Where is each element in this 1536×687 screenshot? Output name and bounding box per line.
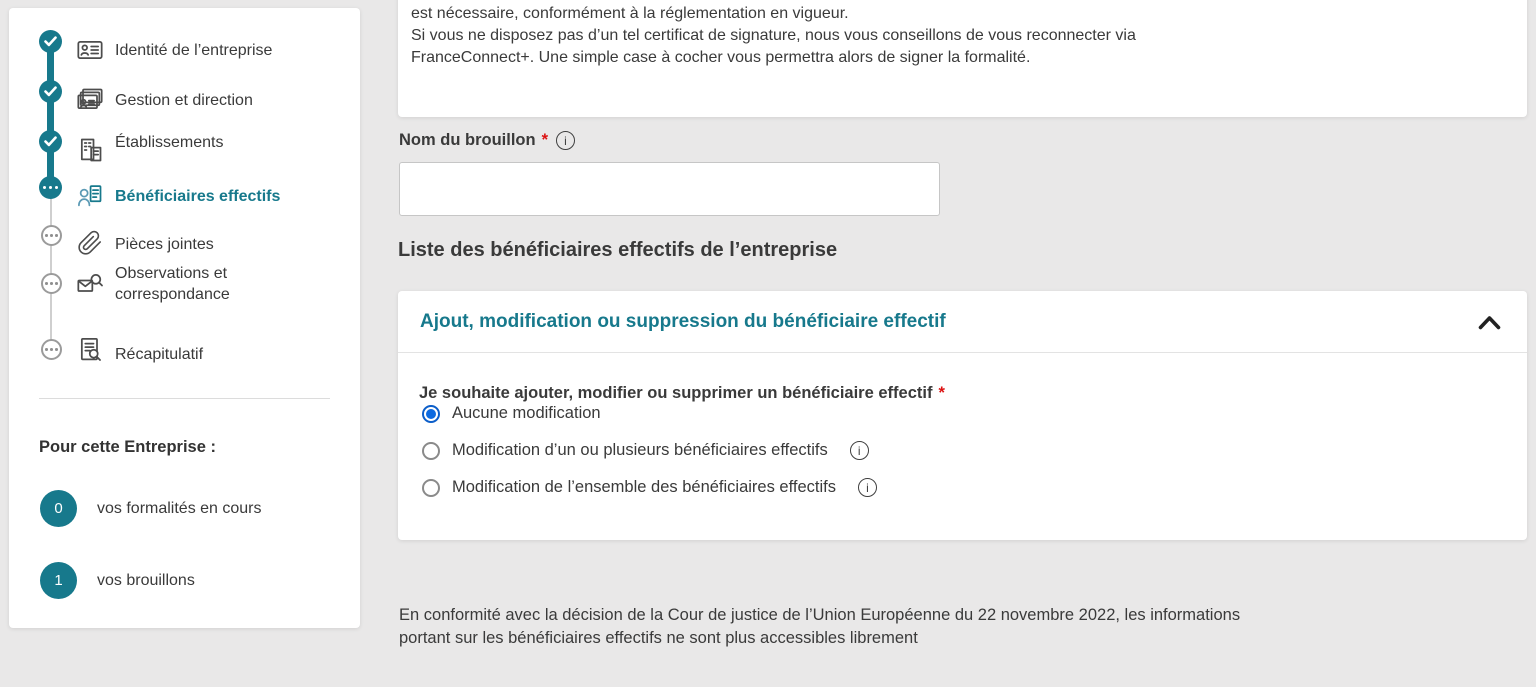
chevron-up-icon[interactable]	[1478, 315, 1501, 335]
radio-unselected-icon[interactable]	[422, 442, 440, 460]
radio-option-label[interactable]: Modification d’un ou plusieurs bénéficiaires effectifs	[452, 441, 828, 459]
formalities-counter-row[interactable]	[40, 490, 262, 527]
sidebar-item-label: Récapitulatif	[115, 346, 204, 363]
formalities-count-badge: 0	[40, 490, 77, 527]
signature-info-line2: Si vous ne disposez pas d’un tel certificat de signature, nous vous conseillons de vous reconnecter via FranceConnect+. Une simple case à cocher vous permettra alors de signer la formalité.	[411, 27, 1136, 66]
accordion-title: Ajout, modification ou suppression du bénéficiaire effectif	[420, 311, 946, 332]
sidebar-item-label: Gestion et direction	[115, 92, 253, 109]
sidebar-item-label: Identité de l’entreprise	[115, 42, 273, 59]
sidebar-item-label: Pièces jointes	[115, 236, 214, 253]
stepper-progress-line	[47, 42, 54, 188]
person-document-icon	[75, 182, 105, 210]
signature-info-panel	[398, 0, 1527, 117]
drafts-counter-row[interactable]	[40, 562, 195, 599]
formality-stepper-sidebar	[9, 8, 360, 628]
draft-name-label: Nom du brouillon	[399, 131, 536, 149]
sidebar-item-label: Observations et correspondance	[115, 265, 230, 303]
step-pending-ellipsis-icon	[41, 339, 62, 360]
signature-info-line1: est nécessaire, conformément à la réglementation en vigueur.	[411, 5, 849, 22]
required-asterisk: *	[938, 384, 945, 402]
mail-search-icon	[75, 270, 105, 298]
sidebar-item-label: Établissements	[115, 134, 224, 151]
info-icon[interactable]: i	[556, 131, 575, 150]
radio-option-label[interactable]: Modification de l’ensemble des bénéficiaires effectifs	[452, 478, 836, 496]
paperclip-icon	[75, 230, 105, 256]
stepper-remaining-line	[50, 188, 52, 350]
accordion-divider	[398, 352, 1527, 353]
step-pending-ellipsis-icon	[41, 225, 62, 246]
draft-name-label-row	[399, 131, 575, 150]
draft-name-input[interactable]	[399, 162, 940, 216]
legal-note: En conformité avec la décision de la Cour de justice de l’Union Européenne du 22 novembre 2022, les informations portant sur les bénéficiaires effectifs ne sont plus accessibles librement	[399, 606, 1241, 647]
radio-selected-icon[interactable]	[422, 405, 440, 423]
radio-unselected-icon[interactable]	[422, 479, 440, 497]
drafts-count-label: vos brouillons	[97, 571, 195, 589]
stacked-cards-icon	[75, 86, 105, 114]
beneficiary-accordion	[398, 291, 1527, 540]
step-done-check-icon	[39, 130, 62, 153]
step-done-check-icon	[39, 80, 62, 103]
formalities-count-label: vos formalités en cours	[97, 499, 262, 517]
info-icon[interactable]: i	[858, 478, 877, 497]
radio-option-modification-un-ou-plusieurs[interactable]	[422, 441, 869, 460]
required-asterisk: *	[541, 131, 548, 149]
radio-option-modification-ensemble[interactable]	[422, 478, 877, 497]
beneficiaries-section-title: Liste des bénéficiaires effectifs de l’entreprise	[398, 239, 838, 261]
beneficiary-question-label: Je souhaite ajouter, modifier ou supprimer un bénéficiaire effectif	[419, 384, 933, 402]
building-icon	[75, 136, 105, 164]
id-card-icon	[75, 36, 105, 64]
company-section-title: Pour cette Entreprise :	[39, 438, 216, 456]
accordion-header[interactable]	[398, 291, 1527, 352]
radio-option-label[interactable]: Aucune modification	[452, 404, 601, 422]
sidebar-divider	[39, 398, 330, 399]
step-current-ellipsis-icon	[39, 176, 62, 199]
step-done-check-icon	[39, 30, 62, 53]
radio-option-aucune-modification[interactable]	[422, 404, 601, 423]
signature-info-text	[411, 3, 1421, 69]
document-search-icon	[75, 336, 105, 364]
info-icon[interactable]: i	[850, 441, 869, 460]
step-pending-ellipsis-icon	[41, 273, 62, 294]
drafts-count-badge: 1	[40, 562, 77, 599]
beneficiary-question-row	[419, 384, 945, 403]
sidebar-item-label: Bénéficiaires effectifs	[115, 188, 281, 205]
